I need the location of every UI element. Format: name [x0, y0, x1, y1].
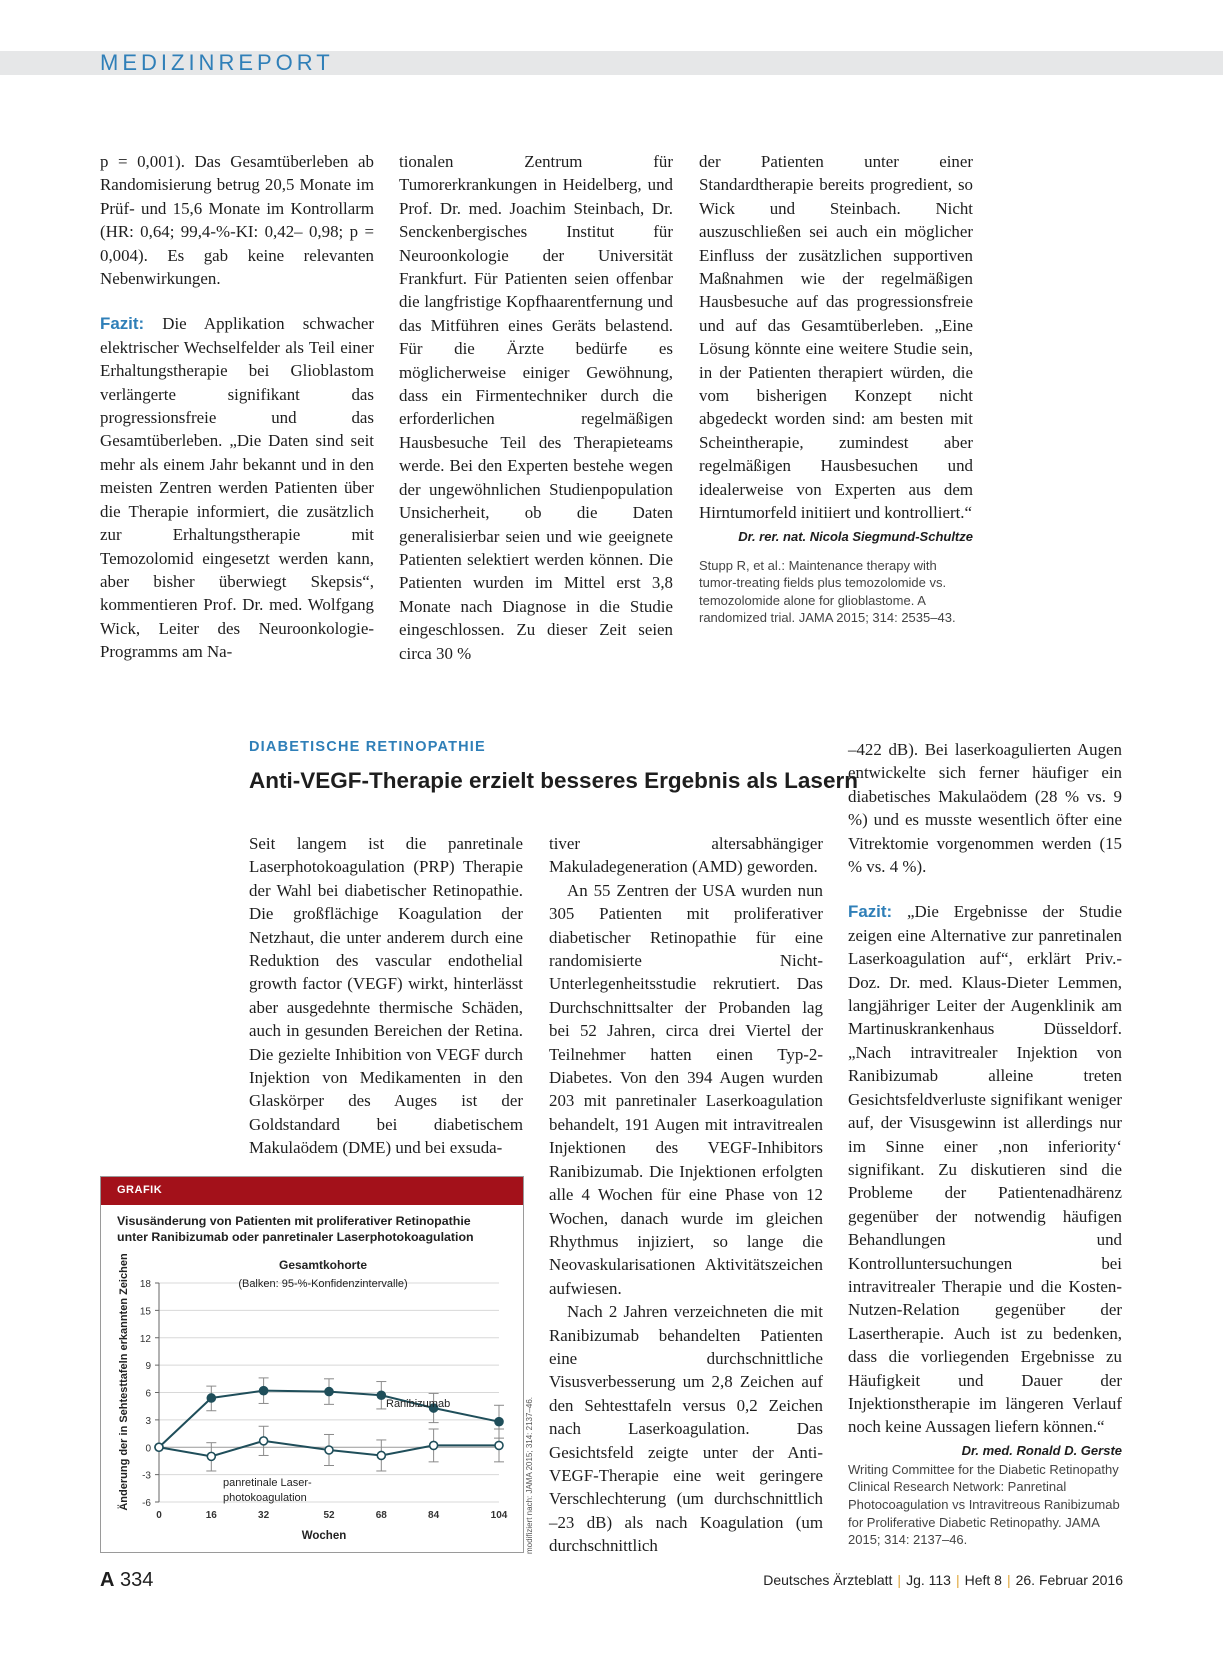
figure-title-line-1: Visusänderung von Patienten mit proliferativer Retinopathie: [117, 1214, 471, 1228]
x-tick-label: 68: [375, 1510, 387, 1521]
page-number-value: 334: [120, 1569, 154, 1591]
x-tick-label: 104: [490, 1510, 508, 1521]
data-point: [495, 1418, 503, 1426]
journal-date: 26. Februar 2016: [1015, 1572, 1123, 1588]
journal-issue: Heft 8: [964, 1572, 1002, 1588]
data-point: [207, 1394, 215, 1402]
y-tick-label: 3: [145, 1415, 151, 1427]
article1-col1-paragraph-1: p = 0,001). Das Gesamtüberleben ab Randomisierung betrug 20,5 Monate im Prüf- und 15,6 Monate im Kontrollarm (HR: 0,64; 99,4-%-KI: 0,42– 0,98; p = 0,004). Es gab keine relevanten Nebenwirkungen.: [100, 152, 374, 289]
article2-column-1: [249, 832, 523, 1160]
y-tick-label: 9: [145, 1361, 151, 1373]
article1-col3-paragraph-1: der Patienten unter einer Standardtherapie bereits progredient, so Wick und Steinbach. Nicht auszuschließen sei auch ein möglicher Einfluss der zusätzlichen supportiven Maßnahmen wie der regelmäßigen Hausbesuche auf das progressionsfreie und auf das Gesamtüberleben. „Eine Lösung könnte eine weitere Studie sein, in der Patienten therapiert würden, die vom bisherigen Konzept nicht abgedeckt worden sind: am besten mit Scheintherapie, zumindest aber regelmäßigen Hausbesuchen und idealerweise von Experten aus dem Hirntumorfeld initiiert und kontrolliert.“: [699, 152, 973, 523]
y-axis-label: Änderung der in Sehtesttafeln erkannten Zeichen: [118, 1253, 130, 1511]
y-tick-label: 18: [139, 1279, 151, 1290]
data-point: [430, 1441, 438, 1449]
article2-column-2: [549, 832, 823, 1558]
page-number: [100, 1569, 153, 1592]
x-tick-label: 16: [205, 1510, 217, 1521]
article1-column-1: [100, 150, 374, 664]
article2-col2-paragraph-3: Nach 2 Jahren verzeichneten die mit Ranibizumab behandelten Patienten eine durchschnittliche Visusverbesserung um 2,8 Zeichen auf den Sehtesttafeln versus 0,2 Zeichen nach Laserkoagulation. Das Gesichtsfeld zeigte unter der Anti-VEGF-Therapie eine weit geringere Verschlechterung (um durchschnittlich –23 dB) als nach Koagulation (um durchschnittlich: [549, 1302, 823, 1556]
chart-svg: [101, 1177, 523, 1552]
x-tick-label: 52: [323, 1510, 335, 1521]
series-label-laser-line-2: photokoagulation: [223, 1492, 307, 1504]
y-tick-label: 6: [145, 1388, 151, 1400]
article2-col1-paragraph-1: Seit langem ist die panretinale Laserphotokoagulation (PRP) Therapie der Wahl bei diabetischer Retinopathie. Die großflächige Koagulation der Netzhaut, die unter anderem durch eine Reduktion des vascular endothelial growth factor (VEGF) wirkt, hinterlässt aber ausgedehnte thermische Schäden, auch in gesunden Bereichen der Retina. Die gezielte Inhibition von VEGF durch Injektion von Medikamenten in den Glaskörper des Auges ist der Goldstandard bei diabetischem Makulaödem (DME) und bei exsuda-: [249, 834, 523, 1158]
section-header-bar: [0, 51, 1223, 75]
page-prefix: A: [100, 1569, 115, 1591]
article1-col2-paragraph-1: tionalen Zentrum für Tumorerkrankungen in Heidelberg, und Prof. Dr. med. Joachim Steinbach, Dr. Senckenbergisches Institut für Neuroonkologie der Universität Frankfurt. Für Patienten seien offenbar die langfristige Kopfhaarentfernung und das Mitführen eines Geräts belastend. Für die Ärzte bedürfe es möglicherweise einiger Gewöhnung, dass ein Firmentechniker durch die erforderlichen regelmäßigen Hausbesuche Teil des Therapieteams werde. Bei den Experten bestehe wegen der ungewöhnlichen Studienpopulation Unsicherheit, ob die Daten generalisierbar seien und wie geeignete Patienten selektiert werden können. Die Patienten wurden im Mittel erst 3,8 Monate nach Diagnose in die Studie eingeschlossen. Zu dieser Zeit seien circa 30 %: [399, 152, 673, 663]
article2-column-3: [848, 738, 1122, 1549]
y-tick-label: 15: [139, 1306, 151, 1318]
article2-col2-paragraph-2: An 55 Zentren der USA wurden nun 305 Patienten mit proliferativer diabetischer Retinopathie für eine randomisierte Nicht-Unterlegenheitsstudie rekrutiert. Das Durchschnittsalter der Probanden lag bei 52 Jahren, circa drei Viertel der Teilnehmer hatten einen Typ-2-Diabetes. Von den 394 Augen wurden 203 mit panretinaler Laserkoagulation behandelt, 191 Augen mit intravitrealen Injektionen des VEGF-Inhibitors Ranibizumab. Die Injektionen erfolgten alle 4 Wochen für eine Phase von 12 Wochen, danach wurde im gleichen Rhythmus injiziert, so lange die Neovaskularisationen Aktivitätszeichen aufwiesen.: [549, 880, 823, 1298]
y-tick-label: -6: [142, 1498, 151, 1509]
article1-column-3: [699, 150, 973, 627]
article1-fazit-text: Die Applikation schwacher elektrischer Wechselfelder als Teil einer Erhaltungstherapie bei Glioblastom verlängerte signifikant das progressionsfreie und das Gesamtüberleben. „Die Daten sind seit mehr als einem Jahr bekannt und in den meisten Zentren werden Patienten über die Therapie informiert, die zusätzlich zur Erhaltungstherapie mit Temozolomid eingesetzt werden kann, aber bisher überwiegt Skepsis“, kommentieren Prof. Dr. med. Wolfgang Wick, Leiter des Neuroonkologie-Programms am Na-: [100, 314, 374, 662]
data-point: [325, 1446, 333, 1454]
article2-col3-paragraph-2: [848, 900, 1122, 1438]
article1-reference: Stupp R, et al.: Maintenance therapy with tumor-treating fields plus temozolomide vs. temozolomide alone for glioblastome. A randomized trial. JAMA 2015; 314: 2535–43.: [699, 557, 956, 626]
data-point: [207, 1452, 215, 1460]
figure-label: GRAFIK: [117, 1184, 163, 1196]
data-point: [377, 1391, 385, 1399]
series-label-laser-line-1: panretinale Laser-: [223, 1477, 312, 1489]
data-point: [260, 1437, 268, 1445]
article2-author: Dr. med. Ronald D. Gerste: [961, 1442, 1122, 1458]
footer-separator: |: [955, 1572, 960, 1588]
y-tick-label: 0: [145, 1443, 151, 1455]
fazit-label: Fazit:: [100, 314, 145, 334]
article1-column-2: [399, 150, 673, 665]
x-tick-label: 32: [258, 1510, 270, 1521]
chart-title: Gesamtkohorte: [278, 1258, 368, 1272]
journal-name: Deutsches Ärzteblatt: [763, 1572, 893, 1588]
journal-volume: Jg. 113: [906, 1572, 951, 1588]
data-point: [495, 1441, 503, 1449]
y-tick-label: 12: [139, 1333, 151, 1345]
article2-headline: Anti-VEGF-Therapie erzielt besseres Ergebnis als Lasern: [249, 768, 858, 793]
article2-fazit-text: „Die Ergebnisse der Studie zeigen eine Alternative zur panretinalen Laserkoagulation auf“, erklärt Priv.-Doz. Dr. med. Klaus-Dieter Lemmen, langjähriger Leiter der Augenklinik am Martinuskrankenhaus Düsseldorf. „Nach intravitrealer Injektion von Ranibizumab alleine treten Gesichtsfeldverluste signifikant weniger auf, der Visusgewinn ist allerdings nur im Sinne einer ‚non inferiority‘ signifikant. Zu diskutieren sind die Probleme der Patientenadhärenz gegenüber der notwendig häufigen Behandlungen und Kontrolluntersuchungen bei intravitrealer Therapie und die Kosten-Nutzen-Relation gegenüber der Lasertherapie. Auch ist zu bedenken, dass die vorliegenden Ergebnisse zu Häufigkeit und Dauer der Injektionstherapie im längeren Verlauf noch keine Aussagen liefern können.“: [848, 902, 1122, 1437]
article1-author: Dr. rer. nat. Nicola Siegmund-Schultze: [738, 528, 973, 544]
y-tick-label: -3: [142, 1470, 151, 1482]
article1-col1-paragraph-2: [100, 312, 374, 663]
article2-col3-paragraph-1: –422 dB). Bei laserkoagulierten Augen entwickelte sich ferner häufiger ein diabetisches Makulaödem (28 % vs. 9 %) und es musste wesentlich öfter eine Vitrektomie vorgenommen werden (15 % vs. 4 %).: [848, 740, 1122, 877]
x-tick-label: 84: [428, 1510, 440, 1521]
x-axis-label: Wochen: [301, 1530, 347, 1542]
fazit-label: Fazit:: [848, 902, 893, 922]
footer-separator: |: [1006, 1572, 1011, 1588]
series-label-ranibizumab: Ranibizumab: [386, 1398, 451, 1410]
article2-reference: Writing Committee for the Diabetic Retinopathy Clinical Research Network: Panretinal Photocoagulation vs Intravitreous Ranibizumab for Proliferative Diabetic Retinopathy. JAMA 2015; 314: 2137–46.: [848, 1461, 1120, 1548]
figure-box: [100, 1176, 524, 1553]
data-point: [260, 1387, 268, 1395]
footer-separator: |: [897, 1572, 902, 1588]
figure-credit: [522, 1384, 538, 1554]
data-point: [325, 1388, 333, 1396]
section-title: MEDIZINREPORT: [100, 50, 334, 75]
x-tick-label: 0: [156, 1510, 162, 1521]
chart-subtitle: (Balken: 95-%-Konfidenzintervalle): [238, 1278, 408, 1290]
figure-title-line-2: unter Ranibizumab oder panretinaler Laserphotokoagulation: [117, 1230, 474, 1244]
article2-kicker: DIABETISCHE RETINOPATHIE: [249, 739, 486, 755]
journal-footer: [763, 1572, 1123, 1588]
figure-credit-text: modifiziert nach: JAMA 2015; 314: 2137–46.: [525, 1397, 534, 1554]
data-point: [377, 1451, 385, 1459]
article2-col2-paragraph-1: tiver altersabhängiger Makuladegeneration (AMD) geworden.: [549, 834, 823, 877]
data-point: [155, 1443, 163, 1451]
